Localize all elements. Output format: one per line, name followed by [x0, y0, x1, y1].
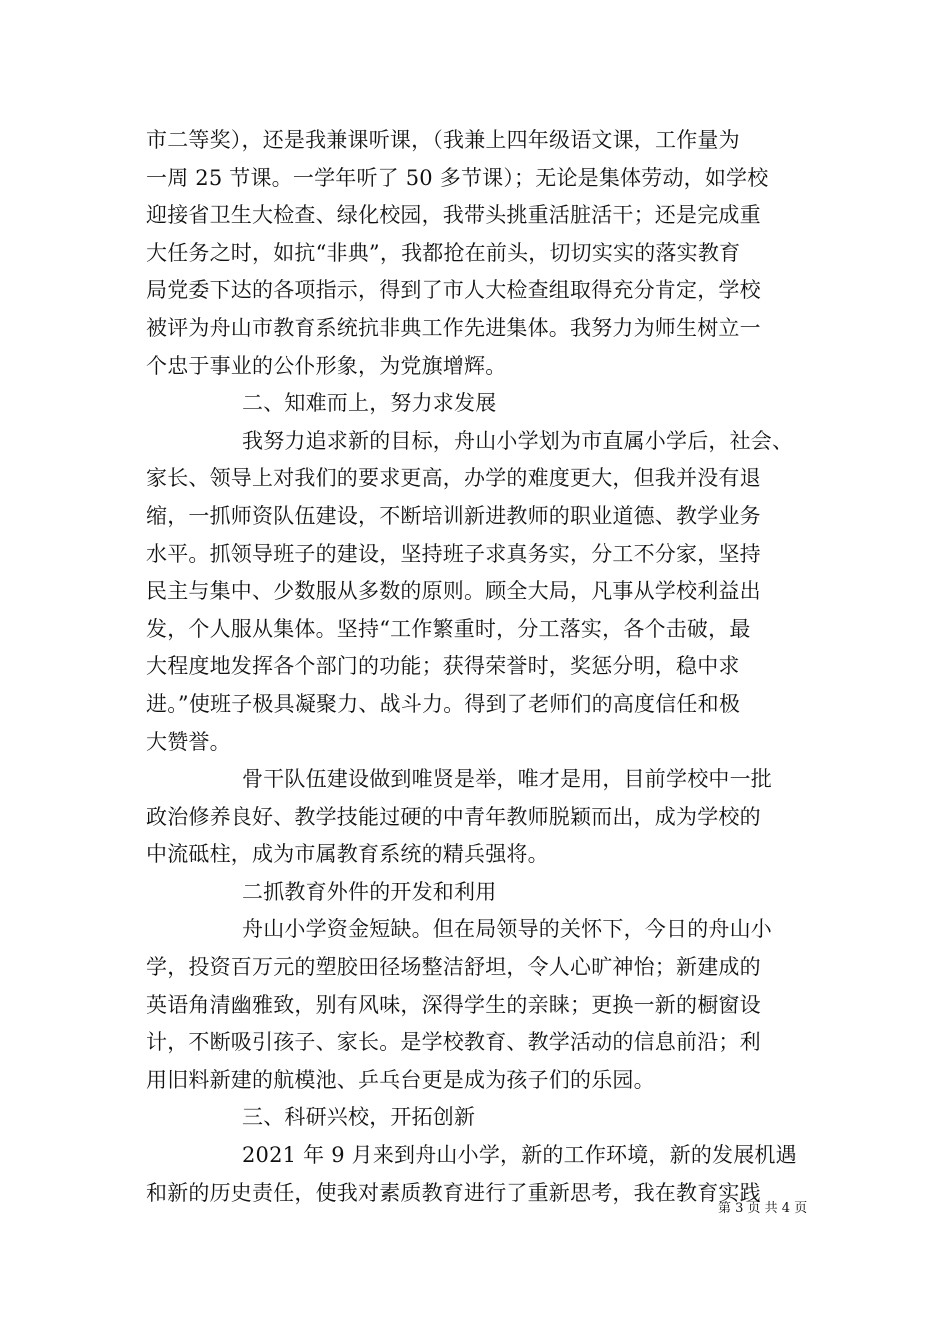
text-line: 大程度地发挥各个部门的功能；获得荣誉时，奖惩分明，稳中求: [146, 654, 740, 679]
text-line: 局党委下达的各项指示，得到了市人大检查组取得充分肯定，学校: [146, 278, 761, 303]
text-line: 我努力追求新的目标，舟山小学划为市直属小学后，社会、: [242, 428, 794, 453]
text-line: 发，个人服从集体。坚持“工作繁重时，分工落实，各个击破，最: [146, 616, 751, 641]
text-line: 舟山小学资金短缺。但在局领导的关怀下，今日的舟山小: [242, 917, 772, 942]
text-line: 中流砥柱，成为市属教育系统的精兵强将。: [146, 842, 549, 867]
text-line: 被评为舟山市教育系统抗非典工作先进集体。我努力为师生树立一: [146, 315, 761, 340]
text-line: 水平。抓领导班子的建设，坚持班子求真务实，分工不分家，坚持: [146, 541, 761, 566]
text-line: 市二等奖），还是我兼课听课，（我兼上四年级语文课，工作量为: [146, 128, 740, 152]
text-line: 一周 25 节课。一学年听了 50 多节课）；无论是集体劳动，如学校: [146, 165, 769, 190]
text-line: 个忠于事业的公仆形象，为党旗增辉。: [146, 353, 507, 378]
text-line: 家长、领导上对我们的要求更高，办学的难度更大，但我并没有退: [146, 466, 761, 491]
text-line: 学，投资百万元的塑胶田径场整洁舒坦，令人心旷神怡；新建成的: [146, 955, 761, 980]
text-line: 迎接省卫生大检查、绿化校园，我带头挑重活脏活干；还是完成重: [146, 203, 761, 228]
text-line: 用旧料新建的航模池、乒乓台更是成为孩子们的乐园。: [146, 1067, 655, 1092]
text-line: 政治修养良好、教学技能过硬的中青年教师脱颖而出，成为学校的: [146, 804, 761, 829]
body-text: [146, 122, 808, 1212]
text-line: 骨干队伍建设做到唯贤是举，唯才是用，目前学校中一批: [242, 767, 772, 792]
text-line: 英语角清幽雅致，别有风味，深得学生的亲睐；更换一新的橱窗设: [146, 992, 761, 1017]
section-heading: 三、科研兴校，开拓创新: [242, 1105, 476, 1130]
text-line: 大任务之时，如抗“非典”，我都抢在前头，切切实实的落实教育: [146, 240, 741, 265]
text-line: 缩，一抓师资队伍建设，不断培训新进教师的职业道德、教学业务: [146, 503, 761, 528]
section-heading: 二抓教育外件的开发和利用: [242, 879, 497, 904]
page-number: 第 3 页 共 4 页: [718, 1201, 808, 1216]
text-line: 计，不断吸引孩子、家长。是学校教育、教学活动的信息前沿；利: [146, 1030, 761, 1055]
text-line: 和新的历史责任，使我对素质教育进行了重新思考，我在教育实践: [146, 1180, 761, 1205]
text-line: 2021 年 9 月来到舟山小学，新的工作环境，新的发展机遇: [242, 1143, 797, 1168]
text-line: 进。”使班子极具凝聚力、战斗力。得到了老师们的高度信任和极: [146, 691, 741, 716]
text-line: 民主与集中、少数服从多数的原则。顾全大局，凡事从学校利益出: [146, 579, 761, 604]
section-heading: 二、知难而上，努力求发展: [242, 391, 497, 416]
text-line: 大赞誉。: [146, 729, 231, 754]
